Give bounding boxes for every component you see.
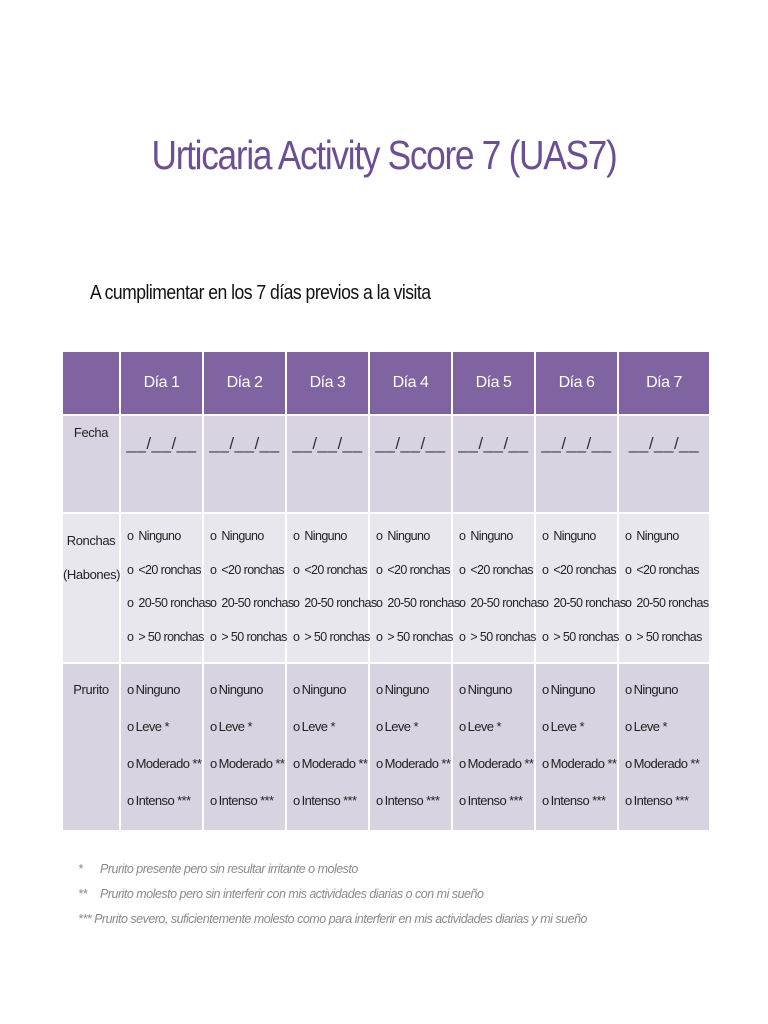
fecha-cell[interactable]	[618, 415, 710, 513]
checkbox-icon[interactable]: o	[542, 719, 549, 734]
option-label: 20-50 ronchas	[304, 596, 377, 610]
day-header: Día 2	[203, 351, 286, 415]
option-label: 20-50 ronchas	[636, 596, 709, 610]
ronchas-cell	[369, 513, 460, 663]
ronchas-option[interactable]	[459, 528, 534, 562]
option-label: <20 ronchas	[221, 562, 284, 577]
option-label: Intenso ***	[633, 793, 689, 808]
checkbox-icon[interactable]: o	[625, 596, 632, 610]
option-label: Ninguno	[138, 529, 181, 543]
prurito-option[interactable]	[293, 793, 368, 830]
option-label: Leve *	[467, 719, 501, 734]
option-label: > 50 ronchas	[636, 629, 702, 644]
ronchas-option[interactable]	[459, 629, 534, 663]
option-label: 20-50 ronchas	[138, 596, 211, 610]
option-label: Intenso ***	[384, 793, 440, 808]
date-field[interactable]: __/__/__	[209, 434, 280, 453]
prurito-option[interactable]	[210, 793, 285, 830]
ronchas-label-cell	[62, 513, 120, 663]
footnote-text: Prurito molesto pero sin interferir con mis actividades diarias o con mi sueño	[100, 887, 484, 901]
ronchas-option[interactable]	[542, 528, 617, 562]
date-field[interactable]: __/__/__	[375, 434, 446, 453]
prurito-option[interactable]	[376, 682, 451, 719]
option-label: Ninguno	[470, 529, 513, 543]
option-label: Moderado **	[550, 756, 617, 771]
option-label: Intenso ***	[550, 793, 606, 808]
checkbox-icon[interactable]: o	[127, 756, 134, 771]
prurito-option[interactable]	[127, 756, 202, 793]
checkbox-icon[interactable]: o	[210, 719, 217, 734]
checkbox-icon[interactable]: o	[459, 682, 466, 697]
option-label: Moderado **	[301, 756, 368, 771]
checkbox-icon[interactable]: o	[459, 596, 466, 610]
option-label: Leve *	[633, 719, 667, 734]
checkbox-icon[interactable]: o	[625, 629, 632, 644]
checkbox-icon[interactable]: o	[376, 596, 383, 610]
option-label: <20 ronchas	[553, 562, 616, 577]
option-label: Ninguno	[301, 682, 346, 697]
ronchas-option[interactable]	[459, 595, 543, 629]
footnote-mark: ***	[78, 912, 92, 926]
ronchas-option[interactable]	[376, 528, 451, 562]
checkbox-icon[interactable]: o	[293, 529, 300, 543]
prurito-option[interactable]	[459, 719, 534, 756]
checkbox-icon[interactable]: o	[127, 793, 134, 808]
ronchas-cell	[452, 513, 543, 663]
footnote	[78, 887, 587, 912]
date-field[interactable]: __/__/__	[541, 434, 612, 453]
checkbox-icon[interactable]: o	[293, 596, 300, 610]
ronchas-option[interactable]	[210, 595, 294, 629]
option-label: Ninguno	[633, 682, 678, 697]
checkbox-icon[interactable]: o	[210, 793, 217, 808]
option-label: Leve *	[550, 719, 584, 734]
prurito-option[interactable]	[376, 719, 451, 756]
ronchas-row	[62, 513, 710, 663]
option-label: Intenso ***	[135, 793, 191, 808]
checkbox-icon[interactable]: o	[210, 682, 217, 697]
ronchas-cell	[535, 513, 626, 663]
prurito-option[interactable]	[625, 719, 709, 756]
checkbox-icon[interactable]: o	[210, 629, 217, 644]
fecha-cell[interactable]	[203, 415, 286, 513]
option-label: <20 ronchas	[304, 562, 367, 577]
prurito-cell	[369, 663, 452, 831]
ronchas-option[interactable]	[210, 528, 285, 562]
prurito-option[interactable]	[542, 719, 617, 756]
prurito-option[interactable]	[210, 756, 285, 793]
ronchas-option[interactable]	[293, 629, 368, 663]
ronchas-option[interactable]	[542, 562, 617, 596]
prurito-option[interactable]	[542, 756, 617, 793]
footnote-mark: *	[78, 862, 83, 876]
footnote-text: Prurito severo, suficientemente molesto como para interferir en mis actividades diarias y mi sueño	[94, 912, 587, 926]
page-subtitle: A cumplimentar en los 7 días previos a la visita	[90, 282, 431, 304]
option-label: > 50 ronchas	[304, 629, 370, 644]
checkbox-icon[interactable]: o	[210, 529, 217, 543]
day-header: Día 1	[120, 351, 203, 415]
checkbox-icon[interactable]: o	[293, 719, 300, 734]
checkbox-icon[interactable]: o	[127, 719, 134, 734]
checkbox-icon[interactable]: o	[625, 719, 632, 734]
ronchas-option[interactable]	[542, 629, 617, 663]
prurito-cell	[535, 663, 618, 831]
checkbox-icon[interactable]: o	[625, 793, 632, 808]
prurito-option[interactable]	[293, 756, 368, 793]
prurito-label: Prurito	[73, 682, 109, 697]
option-label: <20 ronchas	[138, 562, 201, 577]
checkbox-icon[interactable]: o	[459, 529, 466, 543]
prurito-option[interactable]	[376, 793, 451, 830]
checkbox-icon[interactable]: o	[542, 529, 549, 543]
prurito-option[interactable]	[625, 756, 709, 793]
prurito-cell	[618, 663, 710, 831]
checkbox-icon[interactable]: o	[542, 596, 549, 610]
option-label: Intenso ***	[218, 793, 274, 808]
option-label: 20-50 ronchas	[470, 596, 543, 610]
option-label: Moderado **	[467, 756, 534, 771]
ronchas-option[interactable]	[293, 528, 368, 562]
checkbox-icon[interactable]: o	[293, 756, 300, 771]
day-header: Día 6	[535, 351, 618, 415]
footnotes	[78, 862, 587, 937]
ronchas-option[interactable]	[127, 629, 202, 663]
footnote-mark: **	[78, 887, 87, 901]
checkbox-icon[interactable]: o	[210, 562, 217, 577]
option-label: 20-50 ronchas	[553, 596, 626, 610]
checkbox-icon[interactable]: o	[376, 629, 383, 644]
date-field[interactable]: __/__/__	[628, 434, 700, 453]
prurito-option[interactable]	[293, 682, 368, 719]
prurito-option[interactable]	[210, 719, 285, 756]
footnote-text: Prurito presente pero sin resultar irritante o molesto	[100, 862, 358, 876]
option-label: Ninguno	[387, 529, 430, 543]
checkbox-icon[interactable]: o	[542, 793, 549, 808]
option-label: > 50 ronchas	[387, 629, 453, 644]
date-field[interactable]: __/__/__	[126, 434, 197, 453]
checkbox-icon[interactable]: o	[625, 756, 632, 771]
option-label: <20 ronchas	[636, 562, 699, 577]
checkbox-icon[interactable]: o	[376, 793, 383, 808]
option-label: Intenso ***	[301, 793, 357, 808]
ronchas-cell	[120, 513, 211, 663]
ronchas-option[interactable]	[127, 595, 211, 629]
checkbox-icon[interactable]: o	[542, 682, 549, 697]
checkbox-icon[interactable]: o	[293, 629, 300, 644]
option-label: > 50 ronchas	[553, 629, 619, 644]
checkbox-icon[interactable]: o	[210, 756, 217, 771]
option-label: <20 ronchas	[387, 562, 450, 577]
option-label: 20-50 ronchas	[387, 596, 460, 610]
footnote	[78, 862, 587, 887]
fecha-cell[interactable]	[369, 415, 452, 513]
option-label: Moderado **	[633, 756, 700, 771]
day-header: Día 4	[369, 351, 452, 415]
checkbox-icon[interactable]: o	[127, 562, 134, 577]
prurito-cell	[120, 663, 203, 831]
option-label: Leve *	[218, 719, 252, 734]
checkbox-icon[interactable]: o	[459, 793, 466, 808]
ronchas-option[interactable]	[293, 595, 377, 629]
prurito-option[interactable]	[376, 756, 451, 793]
option-label: Moderado **	[135, 756, 202, 771]
option-label: Ninguno	[467, 682, 512, 697]
prurito-option[interactable]	[542, 793, 617, 830]
checkbox-icon[interactable]: o	[293, 682, 300, 697]
checkbox-icon[interactable]: o	[293, 562, 300, 577]
prurito-option[interactable]	[127, 793, 202, 830]
ronchas-option[interactable]	[127, 562, 202, 596]
checkbox-icon[interactable]: o	[376, 529, 383, 543]
checkbox-icon[interactable]: o	[459, 629, 466, 644]
prurito-option[interactable]	[459, 756, 534, 793]
option-label: Leve *	[384, 719, 418, 734]
prurito-label-cell	[62, 663, 120, 831]
option-label: Moderado **	[218, 756, 285, 771]
checkbox-icon[interactable]: o	[625, 562, 632, 577]
option-label: 20-50 ronchas	[221, 596, 294, 610]
checkbox-icon[interactable]: o	[459, 719, 466, 734]
fecha-row	[62, 415, 710, 513]
option-label: Intenso ***	[467, 793, 523, 808]
checkbox-icon[interactable]: o	[542, 562, 549, 577]
day-header: Día 5	[452, 351, 535, 415]
header-corner	[62, 351, 120, 415]
ronchas-option[interactable]	[542, 595, 626, 629]
prurito-option[interactable]	[625, 682, 709, 719]
prurito-option[interactable]	[210, 682, 285, 719]
option-label: Leve *	[301, 719, 335, 734]
checkbox-icon[interactable]: o	[293, 793, 300, 808]
option-label: <20 ronchas	[470, 562, 533, 577]
checkbox-icon[interactable]: o	[376, 682, 383, 697]
prurito-cell	[203, 663, 286, 831]
prurito-option[interactable]	[127, 682, 202, 719]
page-title: Urticaria Activity Score 7 (UAS7)	[151, 132, 617, 178]
option-label: Ninguno	[384, 682, 429, 697]
option-label: Ninguno	[550, 682, 595, 697]
option-label: Leve *	[135, 719, 169, 734]
prurito-cell	[286, 663, 369, 831]
date-field[interactable]: __/__/__	[292, 434, 363, 453]
fecha-cell[interactable]	[452, 415, 535, 513]
fecha-label-cell	[62, 415, 120, 513]
prurito-option[interactable]	[127, 719, 202, 756]
date-field[interactable]: __/__/__	[458, 434, 529, 453]
prurito-option[interactable]	[542, 682, 617, 719]
checkbox-icon[interactable]: o	[127, 596, 134, 610]
checkbox-icon[interactable]: o	[210, 596, 217, 610]
ronchas-option[interactable]	[625, 595, 709, 629]
option-label: > 50 ronchas	[221, 629, 287, 644]
prurito-option[interactable]	[625, 793, 709, 830]
prurito-option[interactable]	[293, 719, 368, 756]
checkbox-icon[interactable]: o	[625, 529, 632, 543]
day-header: Día 3	[286, 351, 369, 415]
option-label: Ninguno	[553, 529, 596, 543]
checkbox-icon[interactable]: o	[459, 756, 466, 771]
option-label: Moderado **	[384, 756, 451, 771]
footnote	[78, 912, 587, 937]
ronchas-option[interactable]	[459, 562, 534, 596]
prurito-row	[62, 663, 710, 831]
checkbox-icon[interactable]: o	[542, 756, 549, 771]
ronchas-option[interactable]	[210, 629, 285, 663]
prurito-option[interactable]	[459, 682, 534, 719]
checkbox-icon[interactable]: o	[127, 682, 134, 697]
option-label: Ninguno	[636, 529, 679, 543]
option-label: Ninguno	[221, 529, 264, 543]
ronchas-label-sub: (Habones)	[63, 567, 121, 582]
checkbox-icon[interactable]: o	[376, 719, 383, 734]
checkbox-icon[interactable]: o	[625, 682, 632, 697]
ronchas-option[interactable]	[293, 562, 368, 596]
option-label: Ninguno	[218, 682, 263, 697]
day-header: Día 7	[618, 351, 710, 415]
checkbox-icon[interactable]: o	[376, 756, 383, 771]
ronchas-label: Ronchas	[66, 533, 116, 548]
ronchas-option[interactable]	[376, 562, 451, 596]
fecha-label: Fecha	[73, 425, 109, 440]
prurito-cell	[452, 663, 535, 831]
ronchas-cell	[203, 513, 294, 663]
ronchas-option[interactable]	[376, 595, 460, 629]
option-label: > 50 ronchas	[138, 629, 204, 644]
option-label: > 50 ronchas	[470, 629, 536, 644]
fecha-cell[interactable]	[286, 415, 369, 513]
checkbox-icon[interactable]: o	[459, 562, 466, 577]
checkbox-icon[interactable]: o	[127, 629, 134, 644]
checkbox-icon[interactable]: o	[376, 562, 383, 577]
ronchas-option[interactable]	[625, 562, 709, 596]
option-label: Ninguno	[304, 529, 347, 543]
option-label: Ninguno	[135, 682, 180, 697]
header-row	[62, 351, 710, 415]
checkbox-icon[interactable]: o	[127, 529, 134, 543]
ronchas-option[interactable]	[625, 528, 709, 562]
ronchas-option[interactable]	[625, 629, 709, 663]
fecha-cell[interactable]	[535, 415, 618, 513]
ronchas-option[interactable]	[210, 562, 285, 596]
checkbox-icon[interactable]: o	[542, 629, 549, 644]
prurito-option[interactable]	[459, 793, 534, 830]
ronchas-cell	[286, 513, 377, 663]
ronchas-option[interactable]	[376, 629, 451, 663]
ronchas-option[interactable]	[127, 528, 202, 562]
fecha-cell[interactable]	[120, 415, 203, 513]
ronchas-cell	[618, 513, 710, 663]
uas7-table	[61, 350, 711, 832]
